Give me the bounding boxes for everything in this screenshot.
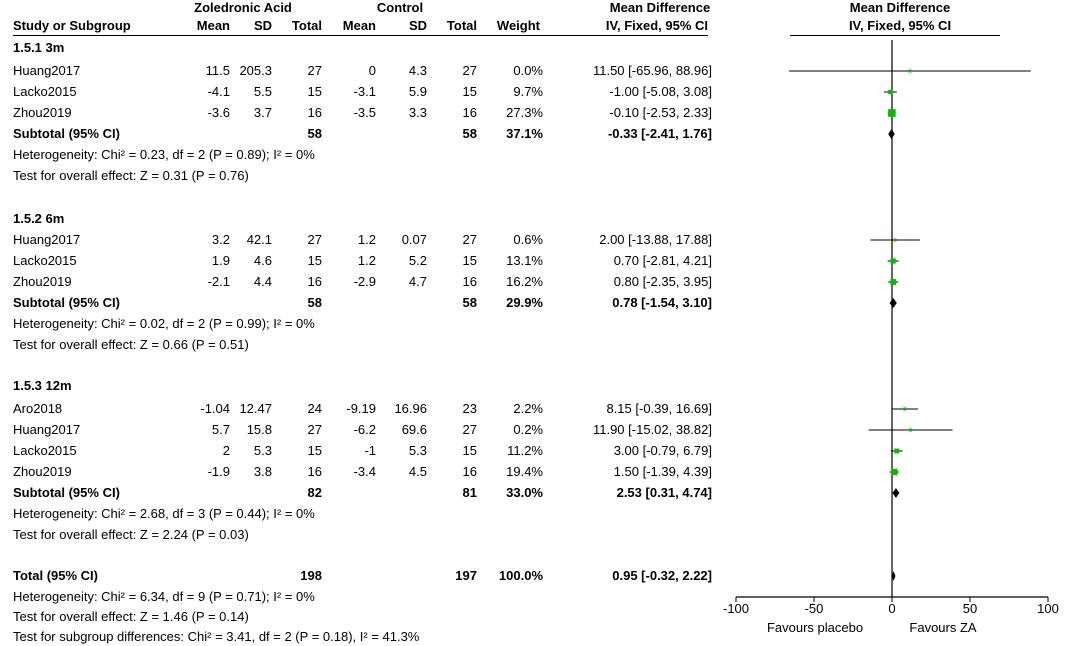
plot-title: Mean Difference <box>849 0 951 15</box>
mean1-cell: -1.9 <box>207 464 230 479</box>
x-tick-label: -50 <box>804 601 824 616</box>
sd2-cell: 4.3 <box>408 63 427 78</box>
total2-header: Total <box>446 18 477 33</box>
subgroup-title: 1.5.1 3m <box>13 40 65 55</box>
study-name: Lacko2015 <box>13 443 77 458</box>
favours-right-label: Favours ZA <box>909 620 977 635</box>
mean2-cell: -2.9 <box>353 274 376 289</box>
ci-cell: 0.70 [-2.81, 4.21] <box>613 253 712 268</box>
study-name: Zhou2019 <box>13 274 72 289</box>
effect-square <box>890 258 895 263</box>
mean2-cell: -3.1 <box>353 84 376 99</box>
total2-cell: 27 <box>462 63 477 78</box>
effect-square <box>903 408 906 411</box>
pooled-diamond <box>892 488 899 498</box>
study-name: Huang2017 <box>13 422 81 437</box>
overall-effect-text: Test for overall effect: Z = 0.31 (P = 0.76) <box>13 168 249 183</box>
md-title: Mean Difference <box>609 0 711 15</box>
total2-cell: 27 <box>462 422 477 437</box>
heterogeneity-text: Heterogeneity: Chi² = 2.68, df = 3 (P = 0.44); I² = 0% <box>13 506 315 521</box>
sd2-cell: 3.3 <box>408 105 427 120</box>
total2-cell: 58 <box>462 295 477 310</box>
total2-cell: 197 <box>455 568 477 583</box>
favours-left-label: Favours placebo <box>766 620 864 635</box>
overall-effect-text: Test for overall effect: Z = 0.66 (P = 0.51) <box>13 337 249 352</box>
total1-cell: 58 <box>307 295 322 310</box>
sd2-cell: 5.9 <box>408 84 427 99</box>
total2-cell: 27 <box>462 232 477 247</box>
total2-cell: 81 <box>462 485 477 500</box>
mean1-cell: -1.04 <box>200 401 230 416</box>
weight-cell: 27.3% <box>506 105 543 120</box>
ci-cell: -1.00 [-5.08, 3.08] <box>609 84 712 99</box>
sd2-cell: 16.96 <box>394 401 427 416</box>
study-name: Huang2017 <box>13 232 81 247</box>
mean1-cell: 1.9 <box>211 253 230 268</box>
total2-cell: 16 <box>462 464 477 479</box>
mean2-header: Mean <box>342 18 376 33</box>
total1-cell: 16 <box>307 464 322 479</box>
weight-cell: 11.2% <box>507 443 543 458</box>
sd1-cell: 3.8 <box>253 464 272 479</box>
ci-cell: 0.95 [-0.32, 2.22] <box>612 568 712 583</box>
overall-effect-text: Test for overall effect: Z = 1.46 (P = 0.14) <box>13 609 249 624</box>
md-subtitle: IV, Fixed, 95% CI <box>605 18 708 33</box>
total1-header: Total <box>291 18 322 33</box>
subtotal-label: Subtotal (95% CI) <box>13 126 120 141</box>
total1-cell: 16 <box>307 105 322 120</box>
heterogeneity-text: Heterogeneity: Chi² = 0.02, df = 2 (P = 0.99); I² = 0% <box>13 316 315 331</box>
total2-cell: 58 <box>462 126 477 141</box>
mean2-cell: 1.2 <box>357 232 376 247</box>
weight-cell: 33.0% <box>506 485 543 500</box>
mean2-cell: -9.19 <box>346 401 376 416</box>
ci-cell: 11.90 [-15.02, 38.82] <box>592 422 712 437</box>
mean2-cell: -3.4 <box>353 464 376 479</box>
subgroup-differences-text: Test for subgroup differences: Chi² = 3.41, df = 2 (P = 0.18), I² = 41.3% <box>13 629 420 644</box>
study-name: Zhou2019 <box>13 464 72 479</box>
ci-cell: 1.50 [-1.39, 4.39] <box>613 464 712 479</box>
weight-cell: 9.7% <box>513 84 543 99</box>
sd1-cell: 3.7 <box>253 105 272 120</box>
effect-square <box>909 429 912 432</box>
total1-cell: 27 <box>307 63 322 78</box>
mean1-cell: 2 <box>222 443 230 458</box>
pooled-diamond <box>888 129 895 139</box>
subtotal-label: Subtotal (95% CI) <box>13 295 120 310</box>
mean1-cell: 3.2 <box>211 232 230 247</box>
weight-cell: 2.2% <box>513 401 543 416</box>
ci-cell: 0.80 [-2.35, 3.95] <box>613 274 712 289</box>
weight-cell: 29.9% <box>506 295 543 310</box>
total1-cell: 58 <box>307 126 322 141</box>
mean2-cell: 1.2 <box>357 253 376 268</box>
sd1-header: SD <box>253 18 272 33</box>
mean2-cell: -3.5 <box>353 105 376 120</box>
total1-cell: 198 <box>300 568 322 583</box>
ci-cell: -0.33 [-2.41, 1.76] <box>607 126 712 141</box>
effect-square <box>891 469 897 475</box>
ci-cell: 3.00 [-0.79, 6.79] <box>613 443 712 458</box>
total1-cell: 27 <box>307 232 322 247</box>
pooled-diamond <box>890 298 897 308</box>
total1-cell: 15 <box>307 253 322 268</box>
x-tick-label: -100 <box>722 601 750 616</box>
total1-cell: 82 <box>307 485 322 500</box>
sd1-cell: 42.1 <box>246 232 272 247</box>
effect-square <box>888 90 893 95</box>
sd1-cell: 12.47 <box>239 401 272 416</box>
sd1-cell: 205.3 <box>239 63 272 78</box>
study-name: Lacko2015 <box>13 253 77 268</box>
ci-cell: 2.53 [0.31, 4.74] <box>616 485 712 500</box>
effect-square <box>908 70 911 73</box>
weight-cell: 0.6% <box>513 232 543 247</box>
heterogeneity-text: Heterogeneity: Chi² = 0.23, df = 2 (P = 0.89); I² = 0% <box>13 147 315 162</box>
study-name: Lacko2015 <box>13 84 77 99</box>
x-tick-label: 100 <box>1037 601 1059 616</box>
mean1-cell: -4.1 <box>207 84 230 99</box>
x-tick-label: 0 <box>888 601 896 616</box>
weight-cell: 16.2% <box>506 274 543 289</box>
study-name: Aro2018 <box>13 401 63 416</box>
mean1-cell: -3.6 <box>207 105 230 120</box>
sd1-cell: 5.3 <box>253 443 272 458</box>
weight-cell: 13.1% <box>506 253 543 268</box>
total1-cell: 27 <box>307 422 322 437</box>
effect-square <box>888 109 896 117</box>
weight-header: Weight <box>496 18 540 33</box>
ci-cell: 2.00 [-13.88, 17.88] <box>599 232 712 247</box>
ci-cell: 0.78 [-1.54, 3.10] <box>612 295 712 310</box>
sd2-cell: 4.5 <box>408 464 427 479</box>
heterogeneity-text: Heterogeneity: Chi² = 6.34, df = 9 (P = 0.71); I² = 0% <box>13 589 315 604</box>
study-name: Huang2017 <box>13 63 81 78</box>
plot-subtitle: IV, Fixed, 95% CI <box>848 18 952 33</box>
sd1-cell: 15.8 <box>246 422 272 437</box>
total1-cell: 24 <box>307 401 322 416</box>
total2-cell: 15 <box>462 253 477 268</box>
mean2-cell: -6.2 <box>353 422 376 437</box>
effect-square <box>894 239 897 242</box>
sd1-cell: 5.5 <box>253 84 272 99</box>
sd1-cell: 4.4 <box>253 274 272 289</box>
mean1-header: Mean <box>196 18 230 33</box>
mean1-cell: 5.7 <box>211 422 230 437</box>
subgroup-title: 1.5.2 6m <box>13 211 65 226</box>
total2-cell: 23 <box>462 401 477 416</box>
weight-cell: 100.0% <box>498 568 543 583</box>
group2-header: Control <box>376 0 424 15</box>
total1-cell: 15 <box>307 443 322 458</box>
sd2-cell: 5.2 <box>408 253 427 268</box>
effect-square <box>894 449 899 454</box>
weight-cell: 37.1% <box>506 126 543 141</box>
sd2-cell: 69.6 <box>401 422 427 437</box>
mean2-cell: 0 <box>368 63 376 78</box>
total1-cell: 15 <box>307 84 322 99</box>
subgroup-title: 1.5.3 12m <box>13 378 72 393</box>
mean1-cell: 11.5 <box>205 63 230 78</box>
total-label: Total (95% CI) <box>13 568 98 583</box>
weight-cell: 19.4% <box>506 464 543 479</box>
total2-cell: 16 <box>462 105 477 120</box>
ci-cell: -0.10 [-2.53, 2.33] <box>609 105 712 120</box>
overall-effect-text: Test for overall effect: Z = 2.24 (P = 0.03) <box>13 527 249 542</box>
mean2-cell: -1 <box>364 443 376 458</box>
sd2-header: SD <box>408 18 427 33</box>
ci-cell: 8.15 [-0.39, 16.69] <box>606 401 712 416</box>
total2-cell: 15 <box>462 443 477 458</box>
total2-cell: 16 <box>462 274 477 289</box>
weight-cell: 0.0% <box>513 63 543 78</box>
sd2-cell: 0.07 <box>401 232 427 247</box>
group1-header: Zoledronic Acid <box>194 0 292 15</box>
sd2-cell: 4.7 <box>408 274 427 289</box>
subtotal-label: Subtotal (95% CI) <box>13 485 120 500</box>
study-column-header: Study or Subgroup <box>13 18 131 33</box>
total2-cell: 15 <box>462 84 477 99</box>
sd2-cell: 5.3 <box>408 443 427 458</box>
ci-cell: 11.50 [-65.96, 88.96] <box>592 63 712 78</box>
weight-cell: 0.2% <box>513 422 543 437</box>
total1-cell: 16 <box>307 274 322 289</box>
sd1-cell: 4.6 <box>253 253 272 268</box>
x-tick-label: 50 <box>962 601 978 616</box>
mean1-cell: -2.1 <box>207 274 230 289</box>
study-name: Zhou2019 <box>13 105 72 120</box>
effect-square <box>890 279 896 285</box>
